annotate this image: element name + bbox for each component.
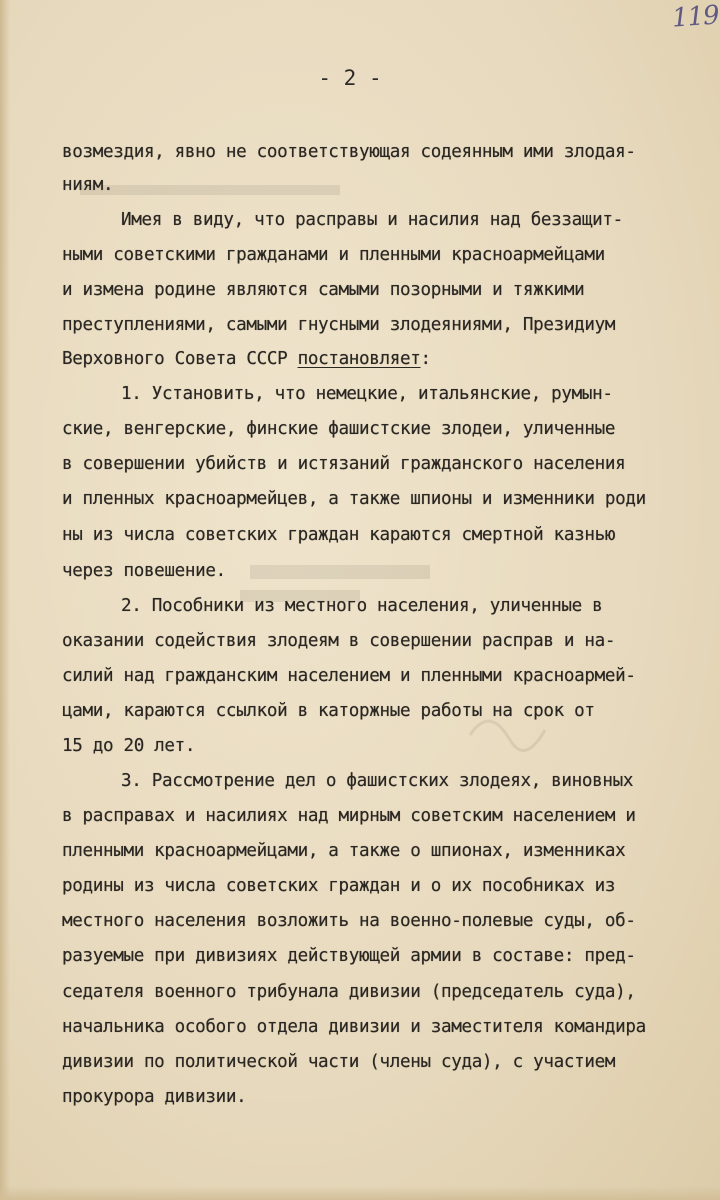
page-bottom-shadow [0, 1186, 720, 1200]
paragraph-first-line: Имея в виду, что расправы и насилия над беззащит- [121, 210, 623, 230]
text-line: прокурора дивизии. [62, 1087, 247, 1107]
text-segment: : [420, 349, 431, 369]
underlined-word-postanovlyaet: постановляет [297, 349, 421, 369]
text-line: родины из числа советских граждан и о их пособниках из [62, 876, 616, 896]
text-line: цами, караются ссылкой в каторжные работы на срок от [62, 701, 595, 721]
text-line: в совершении убийств и истязаний гражданского населения [62, 454, 626, 474]
text-line [62, 344, 431, 374]
text-line: местного населения возложить на военно-полевые суды, об- [62, 911, 636, 931]
text-line: начальника особого отдела дивизии и заместителя командира [62, 1017, 646, 1037]
clause-3-first-line: 3. Рассмотрение дел о фашистских злодеях, виновных [121, 771, 634, 791]
text-line: преступлениями, самыми гнусными злодеяниями, Президиум [62, 315, 616, 335]
clause-2-first-line: 2. Пособники из местного населения, уличенные в [121, 596, 603, 616]
clause-1-first-line: 1. Установить, что немецкие, итальянские, румын- [121, 384, 613, 404]
text-segment: Верховного Совета СССР [62, 349, 288, 369]
text-line: ными советскими гражданами и пленными красноармейцами [62, 245, 605, 265]
text-line: ские, венгерские, финские фашистские злодеи, уличенные [62, 419, 616, 439]
text-line: дивизии по политической части (члены суда), с участием [62, 1052, 616, 1072]
text-line: и измена родине являются самыми позорными и тяжкими [62, 280, 585, 300]
text-line: и пленных красноармейцев, а также шпионы и изменники роди [62, 489, 646, 509]
text-line: 15 до 20 лет. [62, 736, 196, 756]
text-line: возмездия, явно не соответствующая содеянным ими злодая- [62, 142, 636, 162]
text-line: пленными красноармейцами, а также о шпионах, изменниках [62, 841, 626, 861]
page-number: - 2 - [318, 66, 382, 90]
page-edge-shadow [0, 0, 10, 1200]
text-line: через повешение. [62, 561, 226, 581]
folio-number: 119 [671, 0, 720, 34]
text-line: в расправах и насилиях над мирным советским населением и [62, 806, 636, 826]
text-line: силий над гражданским населением и пленными красноармей- [62, 666, 636, 686]
text-line: оказании содействия злодеям в совершении расправ и на- [62, 631, 616, 651]
text-line: ны из числа советских граждан караются смертной казнью [62, 525, 616, 545]
text-line: разуемые при дивизиях действующей армии в составе: пред- [62, 946, 636, 966]
text-line: седателя военного трибунала дивизии (председатель суда), [62, 982, 636, 1002]
text-line: ниям. [62, 175, 114, 195]
